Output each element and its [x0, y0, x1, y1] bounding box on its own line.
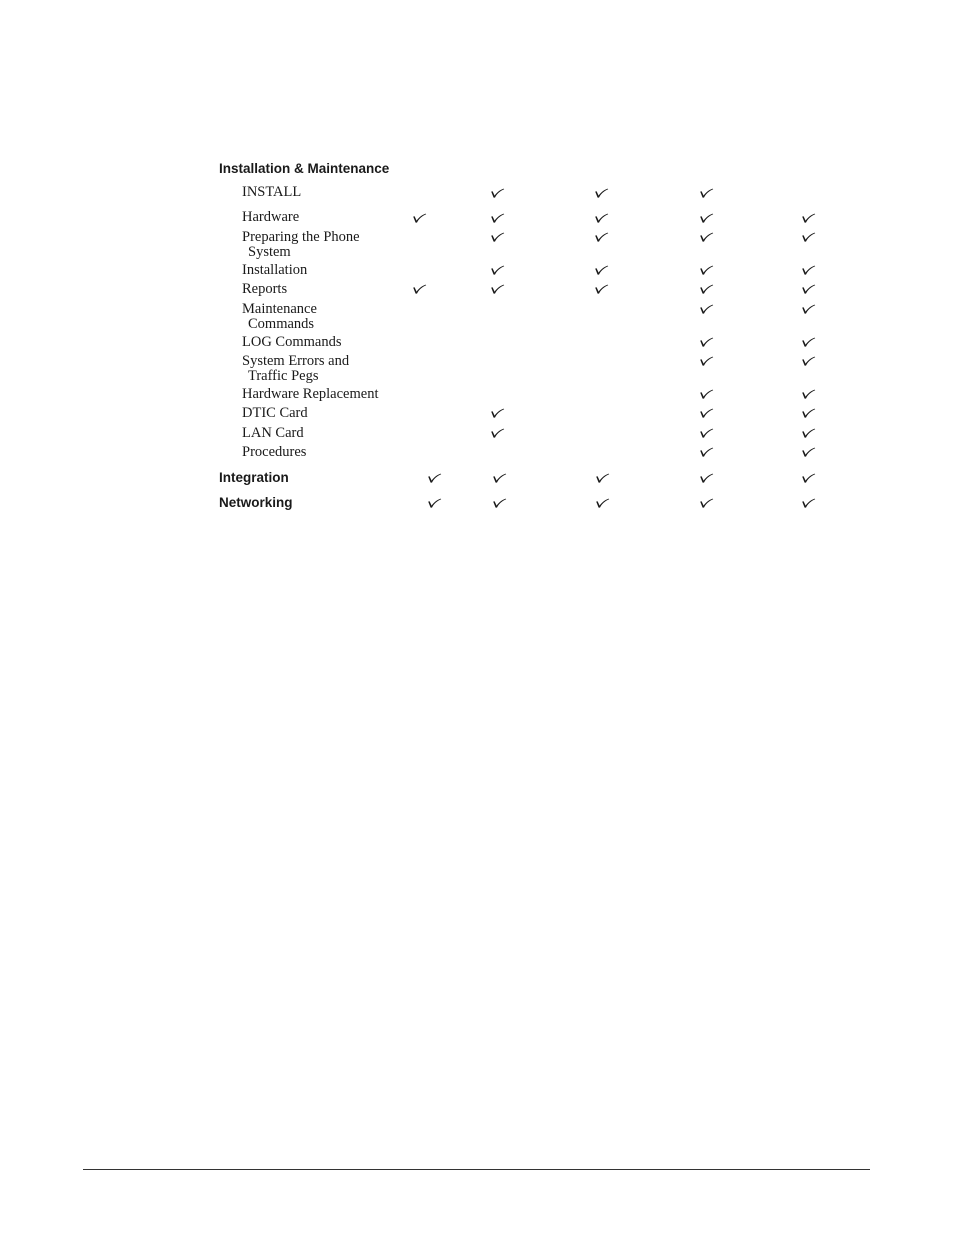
checkmark-icon — [699, 408, 714, 419]
list-item — [242, 426, 304, 441]
checkmark-icon — [490, 408, 505, 419]
checkmark-icon — [801, 389, 816, 400]
checkmark-icon — [801, 265, 816, 276]
checkmark-icon — [801, 408, 816, 419]
checkmark-icon — [490, 428, 505, 439]
checkmark-icon — [699, 428, 714, 439]
checkmark-icon — [594, 232, 609, 243]
checkmark-icon — [699, 304, 714, 315]
checkmark-icon — [412, 213, 427, 224]
section-heading: Integration — [219, 470, 289, 485]
checkmark-icon — [801, 356, 816, 367]
checkmark-icon — [490, 213, 505, 224]
list-item — [242, 354, 349, 384]
checkmark-icon — [427, 498, 442, 509]
checkmark-icon — [490, 284, 505, 295]
checkmark-icon — [594, 284, 609, 295]
item-label: Reports — [242, 281, 288, 297]
item-label: INSTALL — [242, 184, 302, 200]
list-item — [242, 282, 287, 297]
item-label-continuation: Commands — [248, 316, 315, 332]
item-label: LAN Card — [242, 425, 304, 441]
checkmark-icon — [490, 265, 505, 276]
checkmark-icon — [699, 337, 714, 348]
checkmark-icon — [699, 232, 714, 243]
checkmark-icon — [801, 284, 816, 295]
list-item — [242, 406, 308, 421]
checkmark-icon — [699, 265, 714, 276]
checkmark-icon — [490, 232, 505, 243]
section-heading: Networking — [219, 495, 293, 510]
checkmark-icon — [490, 188, 505, 199]
list-item — [242, 210, 299, 225]
list-item — [242, 230, 360, 260]
checkmark-icon — [801, 447, 816, 458]
item-label: Installation — [242, 262, 308, 278]
checkmark-icon — [801, 337, 816, 348]
item-label: Maintenance — [242, 301, 317, 317]
list-item — [242, 387, 378, 402]
checkmark-icon — [801, 232, 816, 243]
checkmark-icon — [595, 473, 610, 484]
checkmark-icon — [699, 473, 714, 484]
checkmark-icon — [801, 213, 816, 224]
list-item — [242, 263, 307, 278]
checkmark-icon — [699, 188, 714, 199]
list-item — [242, 302, 317, 332]
checkmark-icon — [801, 428, 816, 439]
checkmark-icon — [801, 304, 816, 315]
checkmark-icon — [595, 498, 610, 509]
item-label: Hardware — [242, 209, 300, 225]
checkmark-icon — [699, 284, 714, 295]
checkmark-icon — [801, 473, 816, 484]
checkmark-icon — [412, 284, 427, 295]
checkmark-icon — [594, 188, 609, 199]
item-label: Procedures — [242, 444, 307, 460]
checkmark-icon — [699, 213, 714, 224]
footer-rule — [83, 1169, 870, 1170]
item-label-continuation: System — [248, 244, 291, 260]
checkmark-icon — [492, 473, 507, 484]
checkmark-icon — [699, 447, 714, 458]
section-heading: Installation & Maintenance — [219, 161, 390, 176]
item-label: System Errors and — [242, 353, 350, 369]
checkmark-icon — [594, 265, 609, 276]
checkmark-icon — [427, 473, 442, 484]
checkmark-icon — [699, 498, 714, 509]
item-label: DTIC Card — [242, 405, 308, 421]
checkmark-icon — [801, 498, 816, 509]
list-item — [242, 335, 341, 350]
checkmark-icon — [594, 213, 609, 224]
item-label-continuation: Traffic Pegs — [248, 368, 319, 384]
checkmark-icon — [699, 356, 714, 367]
list-item — [242, 445, 306, 460]
list-item — [242, 185, 301, 200]
item-label: Preparing the Phone — [242, 229, 360, 245]
checkmark-icon — [699, 389, 714, 400]
item-label: Hardware Replacement — [242, 386, 379, 402]
item-label: LOG Commands — [242, 334, 342, 350]
checkmark-icon — [492, 498, 507, 509]
